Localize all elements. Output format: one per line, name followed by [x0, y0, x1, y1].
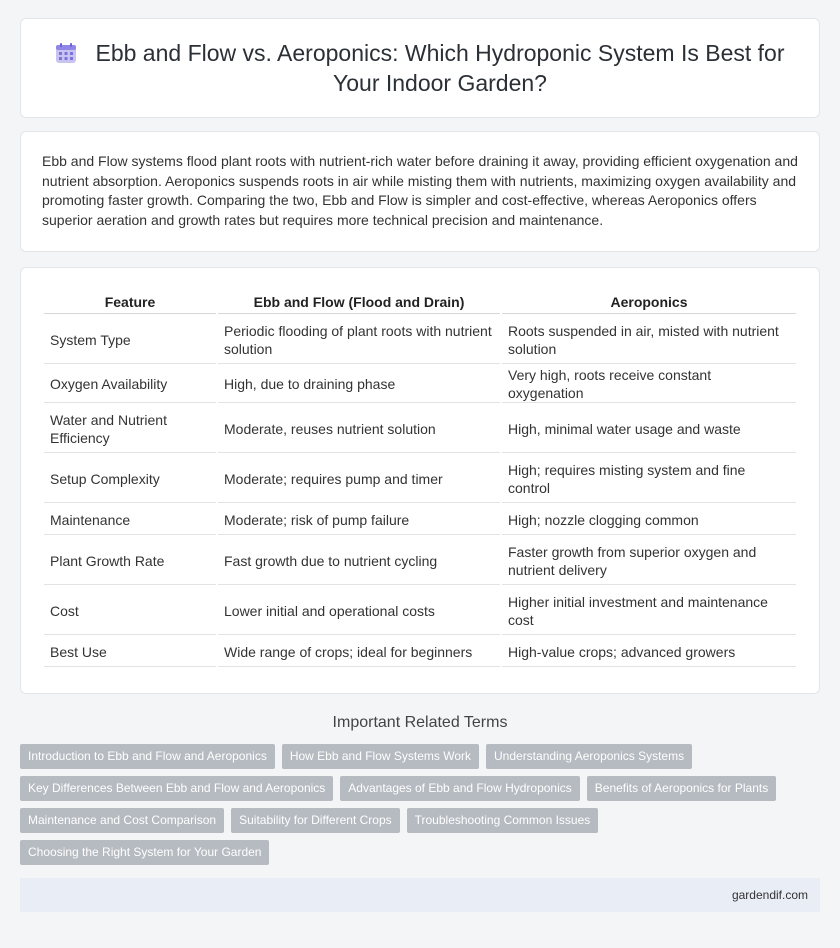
row-ebb-value: Periodic flooding of plant roots with nutrient solution [218, 316, 500, 364]
title-card [20, 18, 820, 118]
comparison-table [42, 288, 798, 669]
intro-card [20, 131, 820, 252]
calendar-grid-icon [55, 42, 77, 64]
table-row [44, 505, 796, 535]
row-ebb-value: Lower initial and operational costs [218, 587, 500, 635]
related-tag[interactable]: How Ebb and Flow Systems Work [282, 744, 479, 769]
related-tag[interactable]: Troubleshooting Common Issues [407, 808, 599, 833]
row-feature: Water and Nutrient Efficiency [44, 405, 216, 453]
row-ebb-value: Moderate; requires pump and timer [218, 455, 500, 503]
related-tag[interactable]: Benefits of Aeroponics for Plants [587, 776, 776, 801]
header-feature: Feature [44, 290, 216, 314]
row-ebb-value: High, due to draining phase [218, 366, 500, 403]
row-feature: Best Use [44, 637, 216, 667]
row-ebb-value: Moderate; risk of pump failure [218, 505, 500, 535]
table-row [44, 637, 796, 667]
row-ebb-value: Fast growth due to nutrient cycling [218, 537, 500, 585]
table-row [44, 366, 796, 403]
related-tag[interactable]: Choosing the Right System for Your Garden [20, 840, 269, 865]
table-row [44, 405, 796, 453]
related-tag[interactable]: Key Differences Between Ebb and Flow and Aeroponics [20, 776, 333, 801]
related-tag[interactable]: Suitability for Different Crops [231, 808, 400, 833]
table-row [44, 587, 796, 635]
row-ebb-value: Moderate, reuses nutrient solution [218, 405, 500, 453]
row-feature: Plant Growth Rate [44, 537, 216, 585]
table-row [44, 455, 796, 503]
row-aero-value: Faster growth from superior oxygen and nutrient delivery [502, 537, 796, 585]
related-tag[interactable]: Maintenance and Cost Comparison [20, 808, 224, 833]
intro-text: Ebb and Flow systems flood plant roots with nutrient-rich water before draining it away, providing efficient oxygenation and nutrient absorption. Aeroponics suspends roots in air while misting them with nutrients, maximizing oxygen availability and promoting faster growth. Comparing the two, Ebb and Flow is simpler and cost-effective, whereas Aeroponics offers superior aeration and growth rates but requires more technical precision and maintenance. [42, 153, 798, 228]
row-aero-value: High; requires misting system and fine control [502, 455, 796, 503]
table-header-row [44, 290, 796, 314]
row-feature: System Type [44, 316, 216, 364]
row-aero-value: High-value crops; advanced growers [502, 637, 796, 667]
row-aero-value: High; nozzle clogging common [502, 505, 796, 535]
row-aero-value: High, minimal water usage and waste [502, 405, 796, 453]
page-title: Ebb and Flow vs. Aeroponics: Which Hydroponic System Is Best for Your Indoor Garden? [95, 40, 785, 96]
row-feature: Cost [44, 587, 216, 635]
table-row [44, 316, 796, 364]
footer-site-link[interactable]: gardendif.com [731, 888, 808, 902]
row-aero-value: Roots suspended in air, misted with nutrient solution [502, 316, 796, 364]
row-aero-value: Higher initial investment and maintenance cost [502, 587, 796, 635]
related-tag[interactable]: Understanding Aeroponics Systems [486, 744, 692, 769]
related-tag[interactable]: Advantages of Ebb and Flow Hydroponics [340, 776, 579, 801]
related-tag[interactable]: Introduction to Ebb and Flow and Aeroponics [20, 744, 275, 769]
footer [20, 878, 820, 912]
header-ebb-and-flow: Ebb and Flow (Flood and Drain) [218, 290, 500, 314]
title-wrap [55, 38, 785, 98]
row-feature: Setup Complexity [44, 455, 216, 503]
table-row [44, 537, 796, 585]
header-aeroponics: Aeroponics [502, 290, 796, 314]
related-terms-section [0, 714, 840, 732]
row-aero-value: Very high, roots receive constant oxygenation [502, 366, 796, 403]
row-feature: Oxygen Availability [44, 366, 216, 403]
related-tags [20, 744, 820, 865]
row-ebb-value: Wide range of crops; ideal for beginners [218, 637, 500, 667]
table-card [20, 267, 820, 694]
related-terms-title: Important Related Terms [332, 714, 508, 731]
row-feature: Maintenance [44, 505, 216, 535]
